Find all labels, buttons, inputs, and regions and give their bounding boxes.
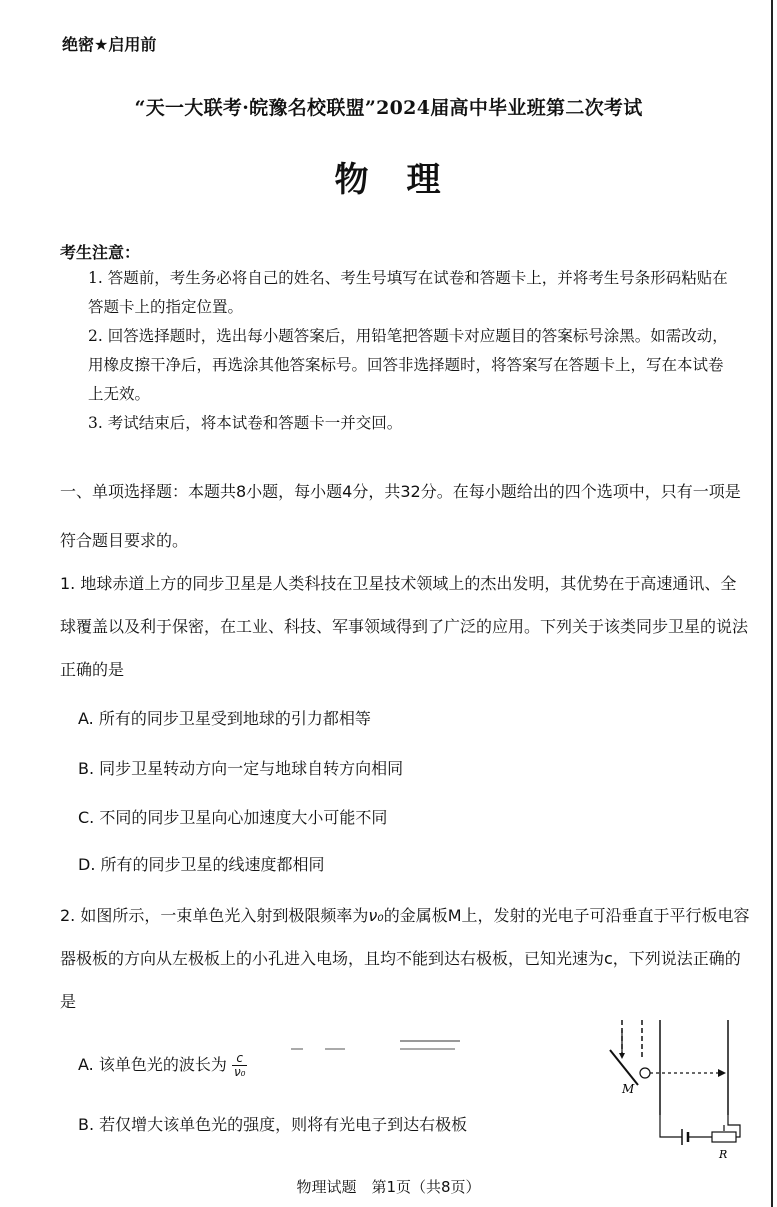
exam-title: “天一大联考·皖豫名校联盟”2024届高中毕业班第二次考试 — [134, 97, 643, 119]
label-m: M — [622, 1082, 635, 1096]
question-1-option-b: B. 同步卫星转动方向一定与地球自转方向相同 — [78, 759, 404, 778]
subject-title: 物 理 — [334, 160, 443, 200]
question-2-option-b: B. 若仅增大该单色光的强度，则将有光电子到达右极板 — [78, 1115, 468, 1134]
fraction-numerator: c — [232, 1052, 248, 1066]
section-heading: 一、单项选择题：本题共8小题，每小题4分，共32分。在每小题给出的四个选项中，只有一项是符合题目要求的。 — [60, 482, 741, 550]
fraction-denominator: ν₀ — [233, 1065, 246, 1079]
wavelength-fraction — [232, 1052, 248, 1079]
question-1-option-a: A. 所有的同步卫星受到地球的引力都相等 — [78, 709, 371, 728]
question-1-option-d: D. 所有的同步卫星的线速度都相同 — [78, 855, 325, 874]
question-1-option-c: C. 不同的同步卫星向心加速度大小可能不同 — [78, 808, 388, 827]
notice-item: 1. 答题前，考生务必将自己的姓名、考生号填写在试卷和答题卡上，并将考生号条形码粘贴在答题卡上的指定位置。 — [88, 269, 728, 316]
notice-heading: 考生注意： — [60, 243, 141, 262]
question-2-stem-part1: 2. 如图所示，一束单色光入射到极限频率为 — [60, 906, 369, 925]
question-2-stem-part2: 的金属板M上，发射的光电子可沿垂直于平行板电容器极板的方向从左极板上的小孔进入电场，且均不能到达右极板，已知光速为c，下列说法正确的是 — [60, 906, 750, 1011]
photoelectric-circuit-diagram — [600, 1015, 760, 1165]
faint-marks — [285, 1035, 495, 1057]
page-footer: 物理试题 第1页（共8页） — [296, 1178, 481, 1196]
question-1-stem: 1. 地球赤道上方的同步卫星是人类科技在卫星技术领域上的杰出发明，其优势在于高速通讯、全球覆盖以及利于保密，在工业、科技、军事领域得到了广泛的应用。下列关于该类同步卫星的说法正确的是 — [60, 574, 749, 679]
question-2-nu0: ν₀ — [368, 906, 384, 925]
notice-list — [88, 264, 728, 438]
option-a-prefix: A. 该单色光的波长为 — [78, 1055, 227, 1074]
confidential-label: 绝密★启用前 — [62, 35, 157, 54]
question-2-stem — [60, 894, 750, 1023]
notice-item: 3. 考试结束后，将本试卷和答题卡一并交回。 — [88, 414, 403, 432]
notice-item: 2. 回答选择题时，选出每小题答案后，用铅笔把答题卡对应题目的答案标号涂黑。如需改动，用橡皮擦干净后，再选涂其他答案标号。回答非选择题时，将答案写在答题卡上，写在本试卷上无效。 — [88, 327, 728, 403]
question-2-option-a — [78, 1052, 247, 1079]
label-r: R — [719, 1148, 728, 1161]
